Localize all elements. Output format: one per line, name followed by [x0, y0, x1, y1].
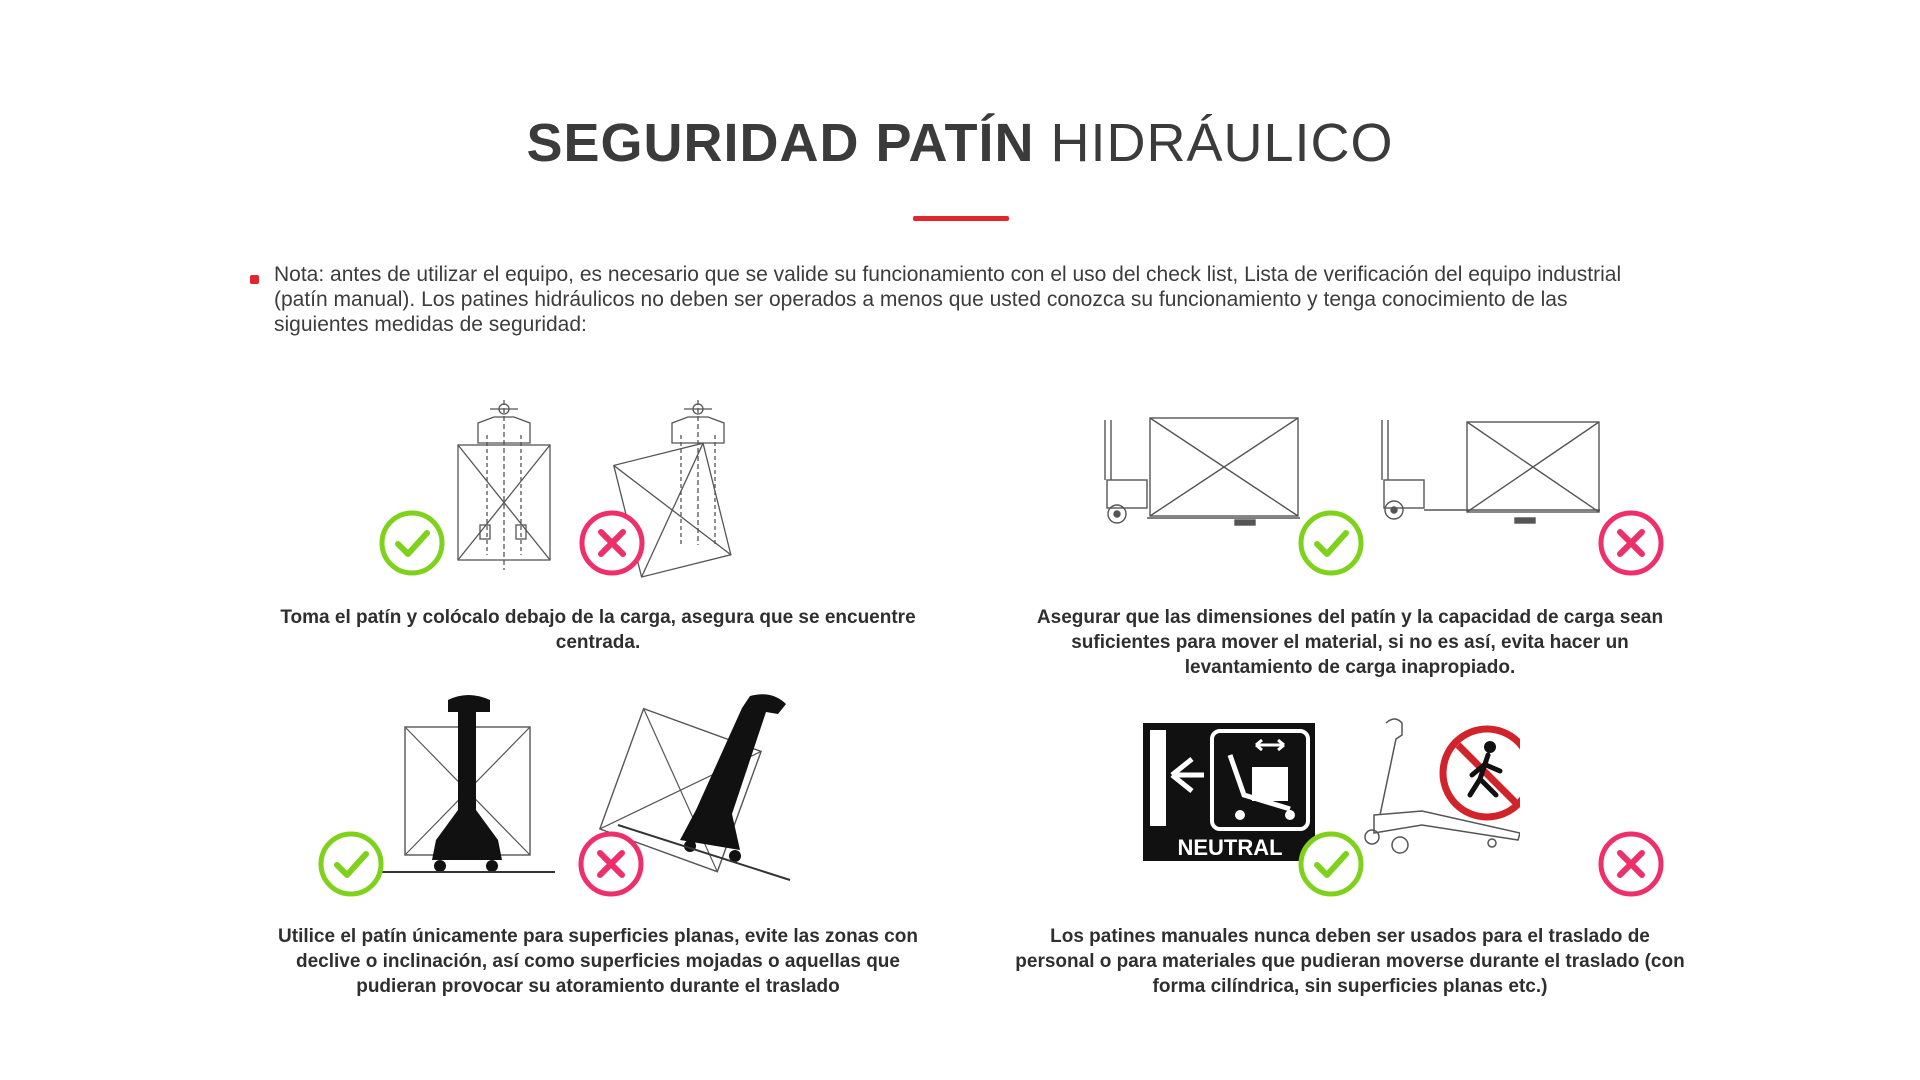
safety-note — [246, 262, 1666, 337]
correct-check-icon — [1297, 830, 1365, 898]
caption-centered-load: Toma el patín y colócalo debajo de la carga, asegura que se encuentre centrada. — [280, 607, 916, 653]
incorrect-x-icon — [578, 509, 646, 577]
caption-capacity: Asegurar que las dimensiones del patín y la capacidad de carga sean suficientes para mover el material, si no es así, evita hacer un levantamiento de carga inapropiado. — [1036, 607, 1664, 678]
correct-check-icon — [378, 509, 446, 577]
bullet-icon — [250, 275, 259, 284]
title-light: HIDRÁULICO — [1050, 113, 1394, 173]
note-text: Nota: antes de utilizar el equipo, es necesario que se valide su funcionamiento con el uso del check list, Lista de verificación del equipo industrial (patín manual). Los patines hidráulicos no deben ser operados a menos que usted conozca su funcionamiento y tenga conocimiento de las siguientes medidas de seguridad: — [274, 263, 1622, 336]
incorrect-x-icon — [1597, 509, 1665, 577]
caption-no-personnel: Los patines manuales nunca deben ser usados para el traslado de personal o para materiales que pudieran moverse durante el traslado (con forma cilíndrica, sin superficies planas etc.) — [1015, 926, 1685, 997]
correct-check-icon — [1297, 509, 1365, 577]
correct-check-icon — [317, 830, 385, 898]
incorrect-x-icon — [577, 830, 645, 898]
incorrect-x-icon — [1597, 830, 1665, 898]
page-title — [0, 112, 1920, 174]
title-underline — [913, 216, 1009, 221]
title-bold: SEGURIDAD PATÍN — [526, 113, 1035, 173]
neutral-sign-text: NEUTRAL — [1177, 835, 1283, 860]
caption-flat-surfaces: Utilice el patín únicamente para superficies planas, evite las zonas con declive o inclinación, así como superficies mojadas o aquellas que pudieran provocar su atoramiento durante el traslado — [278, 926, 918, 997]
